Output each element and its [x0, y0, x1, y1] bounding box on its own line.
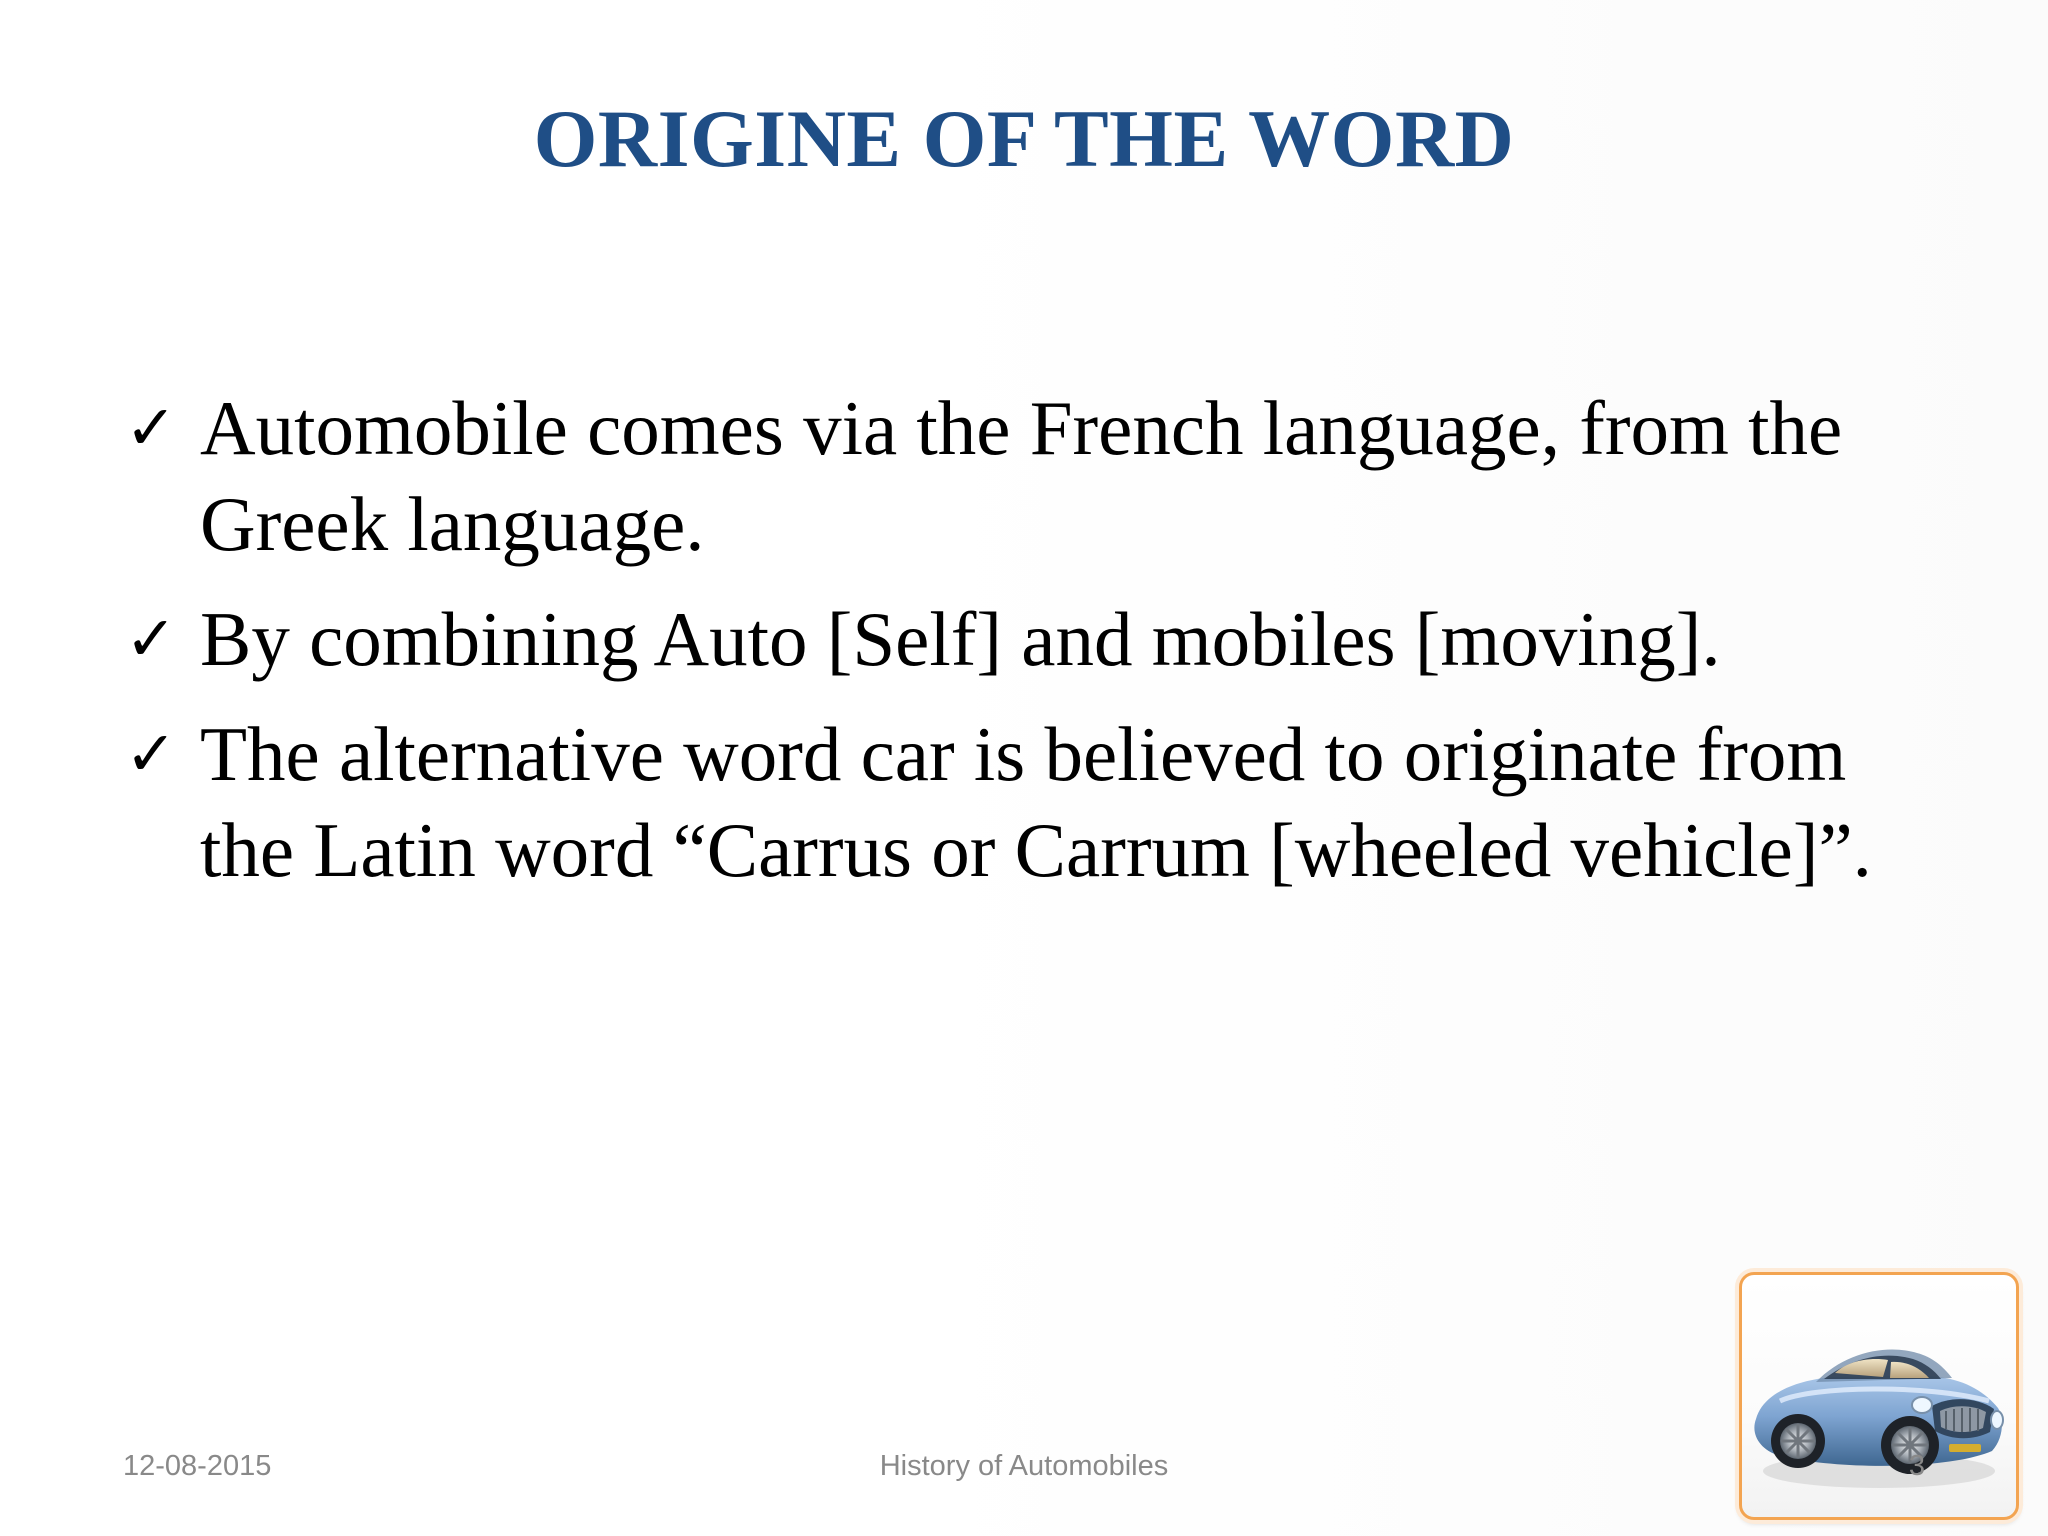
bullet-text: The alternative word car is believed to originate from the Latin word “Carrus or Carrum [wheeled vehicle]”. [200, 711, 1872, 893]
footer-title: History of Automobiles [879, 1450, 1169, 1482]
bullet-item [125, 380, 1925, 572]
check-icon: ✓ [125, 602, 177, 675]
page-number: 3 [1908, 1450, 1925, 1482]
bullet-list [125, 380, 1925, 917]
bullet-text: By combining Auto [Self] and mobiles [moving]. [200, 596, 1721, 682]
bullet-item [125, 591, 1925, 687]
footer-date: 12-08-2015 [123, 1450, 272, 1482]
check-icon: ✓ [125, 391, 177, 464]
convertible-car-icon [1742, 1275, 2016, 1517]
check-icon: ✓ [125, 717, 177, 790]
car-image [1739, 1272, 2019, 1520]
bullet-item [125, 706, 1925, 898]
bullet-text: Automobile comes via the French language, from the Greek language. [200, 385, 1843, 567]
slide-title: ORIGINE OF THE WORD [533, 93, 1515, 184]
